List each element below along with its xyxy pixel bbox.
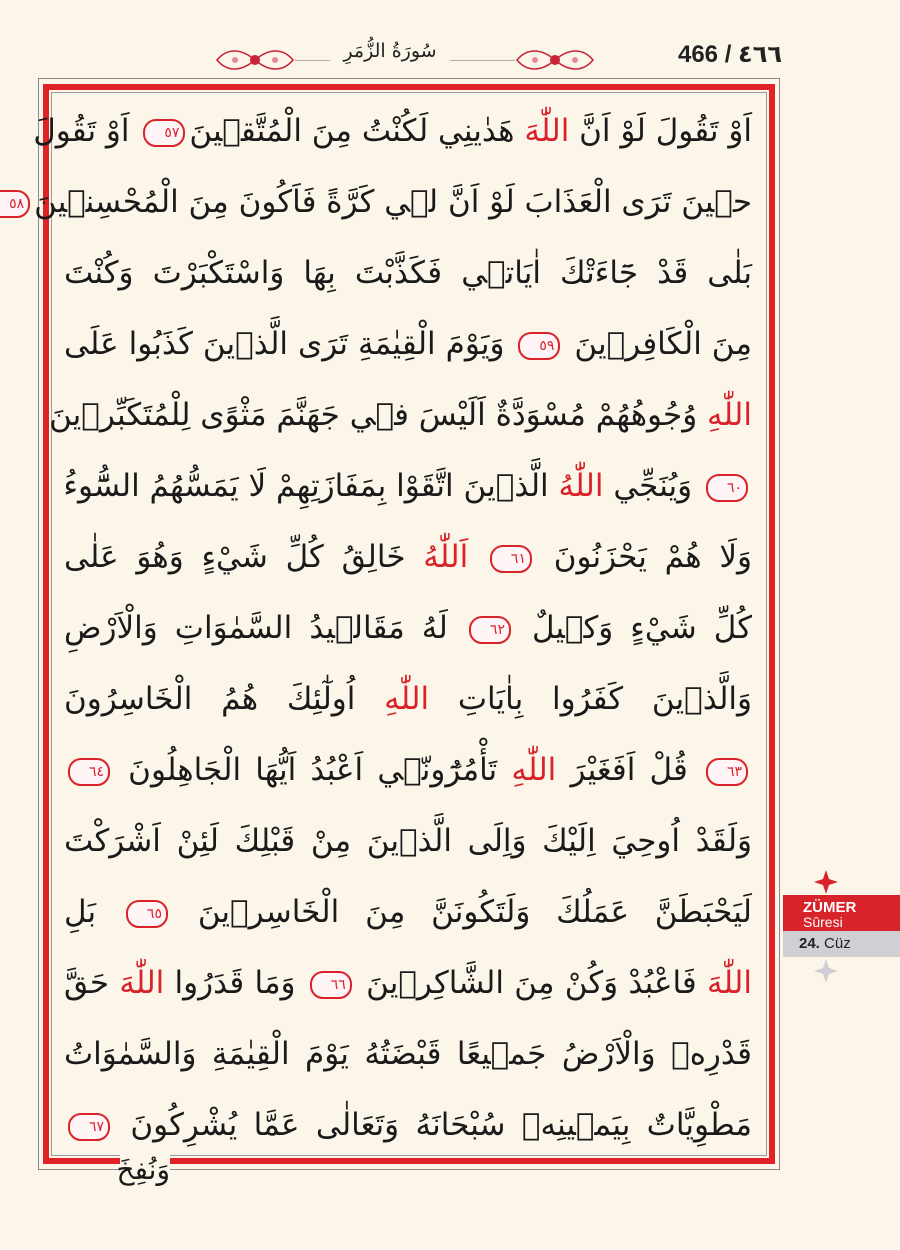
page-number-arabic: ٤٦٦ (738, 40, 782, 68)
page-number-latin: 466 (677, 41, 719, 68)
text-line (49, 380, 752, 451)
ayah-marker: ٥٧ (143, 119, 185, 147)
page-number: 466 / ٤٦٦ (677, 40, 782, 68)
header-rule-right (450, 60, 515, 61)
verse-text: حَقَّ (64, 965, 120, 1001)
tab-juz-number: 24. (799, 935, 820, 952)
verse-text: قَدْرِهٖ وَالْاَرْضُ جَمٖيعًا قَبْضَتُهُ يَوْمَ الْقِيٰمَةِ وَالسَّمٰوَاتُ (64, 1036, 752, 1072)
divine-name: اللّٰهُ (558, 468, 604, 504)
verse-text: هَدٰينِي لَكُنْتُ مِنَ الْمُتَّقٖينَ (189, 113, 525, 149)
catchword: وَنُفِخَ (120, 1150, 170, 1190)
quran-text (9, 96, 753, 1161)
ayah-marker: ٥٨ (0, 190, 30, 218)
verse-text: اَوْ تَقُولَ لَوْ اَنَّ (569, 113, 752, 149)
tab-surah-label: Sûresi (803, 914, 843, 930)
verse-text: وَالَّذٖينَ كَفَرُوا بِاٰيَاتِ (429, 681, 752, 717)
tab-surah (783, 895, 900, 931)
verse-text: وَيَوْمَ الْقِيٰمَةِ تَرَى الَّذٖينَ كَذَبُوا عَلَى (64, 326, 515, 362)
divine-name: اللّٰهِ (511, 752, 557, 788)
verse-text: اُولٰٓئِكَ هُمُ الْخَاسِرُونَ (64, 681, 385, 717)
verse-text: لَيَحْبَطَنَّ عَمَلُكَ وَلَتَكُونَنَّ مِنَ الْخَاسِرٖينَ (171, 894, 752, 930)
verse-text: خَالِقُ كُلِّ شَيْءٍ وَهُوَ عَلٰى (64, 539, 424, 575)
surah-title: سُورَةُ الزُّمَرِ (343, 40, 437, 62)
verse-text: فَاعْبُدْ وَكُنْ مِنَ الشَّاكِرٖينَ (355, 965, 708, 1001)
text-line (64, 238, 752, 309)
verse-text: وَمَا قَدَرُوا (164, 965, 306, 1001)
ayah-marker: ٦٤ (68, 758, 110, 786)
verse-text: مِنَ الْكَافِرٖينَ (564, 326, 752, 362)
verse-text: بَلٰى قَدْ جَٓاءَتْكَ اٰيَاتٖي فَكَذَّبْتَ بِهَا وَاسْتَكْبَرْتَ وَكُنْتَ (64, 255, 752, 291)
verse-text: حٖينَ تَرَى الْعَذَابَ لَوْ اَنَّ لٖي كَرَّةً فَاَكُونَ مِنَ الْمُحْسِنٖينَ (34, 184, 752, 220)
ayah-marker: ٦٦ (310, 971, 352, 999)
verse-text: وُجُوهُهُمْ مُسْوَدَّةٌ اَلَيْسَ فٖي جَهَنَّمَ مَثْوًى لِلْمُتَكَبِّرٖينَ (49, 397, 708, 433)
verse-text: اَوْ تَقُولَ (33, 113, 140, 149)
text-line (64, 522, 752, 593)
ayah-marker: ٦٢ (469, 616, 511, 644)
ayah-marker: ٦١ (490, 545, 532, 573)
verse-text: الَّذٖينَ اتَّقَوْا بِمَفَازَتِهِمْ لَا يَمَسُّهُمُ السُّٓوءُ (63, 468, 559, 504)
text-line (64, 664, 752, 735)
verse-text: وَلَا هُمْ يَحْزَنُونَ (535, 539, 753, 575)
divine-name: اللّٰهَ (524, 113, 570, 149)
surah-tab[interactable] (783, 895, 900, 957)
ayah-marker: ٥٩ (518, 332, 560, 360)
ayah-marker: ٦٠ (706, 474, 748, 502)
tab-top-ornament-icon (813, 869, 839, 895)
text-line (64, 948, 752, 1019)
tab-bottom-ornament-icon (813, 958, 839, 984)
tab-juz (783, 931, 900, 957)
page-header (0, 0, 900, 80)
header-rule-left (295, 60, 330, 61)
ayah-marker: ٦٥ (126, 900, 168, 928)
verse-text: قُلْ اَفَغَيْرَ (556, 752, 702, 788)
ayah-marker: ٦٧ (68, 1113, 110, 1141)
verse-text: وَلَقَدْ اُوحِيَ اِلَيْكَ وَاِلَى الَّذٖينَ مِنْ قَبْلِكَ لَئِنْ اَشْرَكْتَ (64, 823, 752, 859)
text-line (64, 1019, 752, 1090)
text-line (64, 309, 752, 380)
text-line (33, 96, 752, 167)
verse-text: مَطْوِيَّاتٌ بِيَمٖينِهٖ سُبْحَانَهُ وَتَعَالٰى عَمَّا يُشْرِكُونَ (114, 1107, 752, 1143)
divine-name: اللّٰهَ (119, 965, 165, 1001)
verse-text: لَهُ مَقَالٖيدُ السَّمٰوَاتِ وَالْاَرْضِ (64, 610, 465, 646)
text-line (9, 167, 752, 238)
left-ornament-icon (215, 44, 295, 76)
tab-surah-name: ZÜMER (803, 899, 857, 916)
divine-name: اللّٰهِ (384, 681, 430, 717)
tab-juz-label: Cüz (824, 935, 851, 952)
right-ornament-icon (515, 44, 595, 76)
verse-text: بَلِ (64, 894, 122, 930)
text-line (64, 451, 752, 522)
divine-name: اَللّٰهُ (423, 539, 469, 575)
text-line (64, 593, 752, 664)
text-line (64, 735, 752, 806)
verse-text: تَأْمُرُٓونّٖي اَعْبُدُ اَيُّهَا الْجَاهِلُونَ (114, 752, 512, 788)
divine-name: اللّٰهَ (707, 965, 752, 1001)
text-line (64, 806, 752, 877)
verse-text: كُلِّ شَيْءٍ وَكٖيلٌ (514, 610, 753, 646)
divine-name: اللّٰهِ (707, 397, 752, 433)
text-line (64, 877, 752, 948)
verse-text (468, 539, 486, 575)
ayah-marker: ٦٣ (706, 758, 748, 786)
verse-text: وَيُنَجِّي (603, 468, 702, 504)
